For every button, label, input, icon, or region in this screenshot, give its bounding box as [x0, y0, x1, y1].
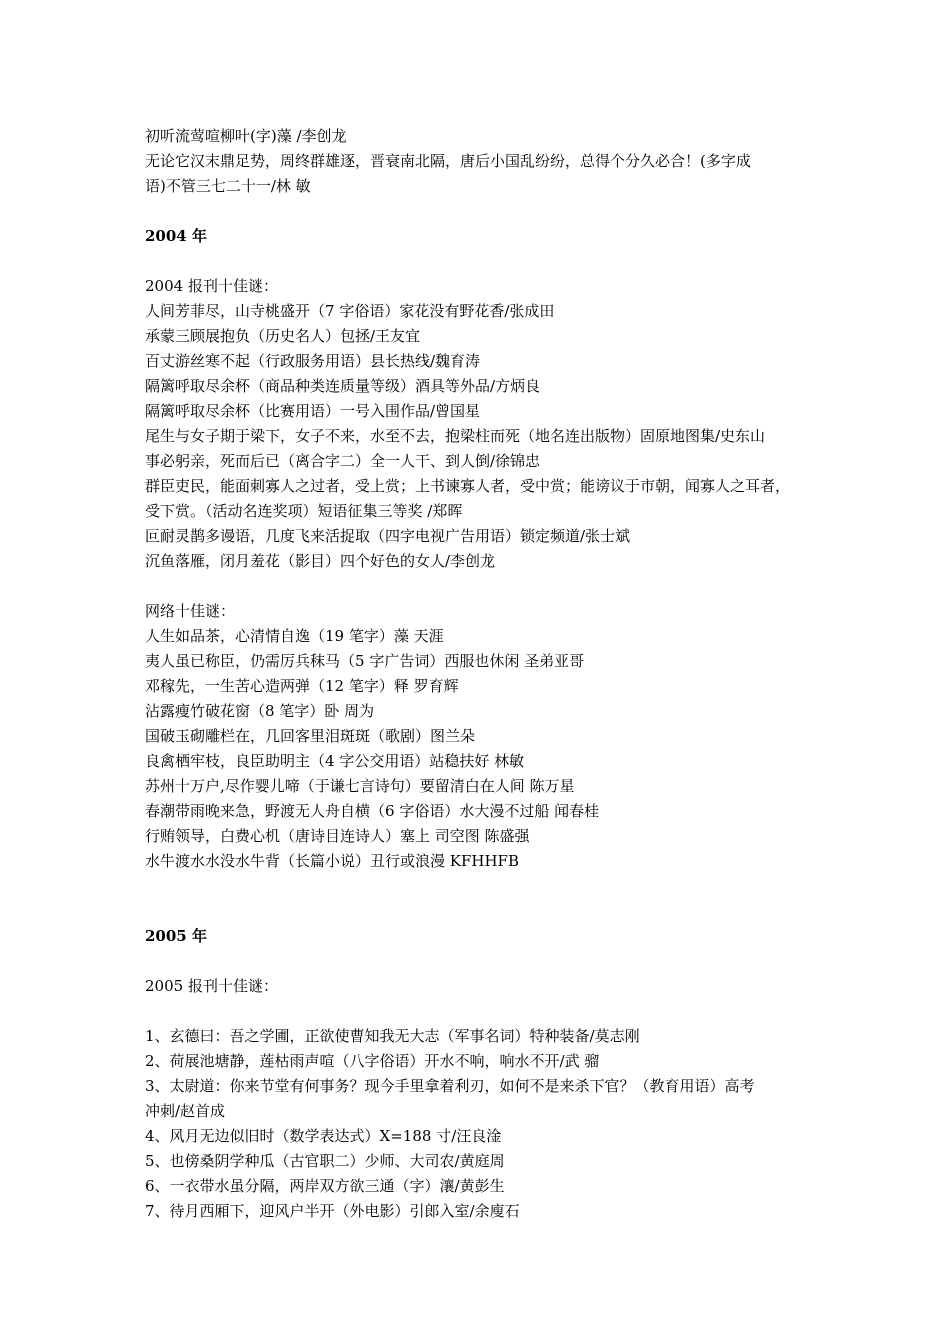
- riddle-line: 隔篱呼取尽余杯（比赛用语）一号入围作品/曾国星: [145, 402, 481, 420]
- riddle-line: 7、待月西厢下，迎风户半开（外电影）引郎入室/余廋石: [145, 1202, 520, 1220]
- riddle-line: 群臣吏民，能面刺寡人之过者，受上赏；上书谏寡人者，受中赏；能谤议于市朝，闻寡人之耳者，: [145, 477, 791, 495]
- document-page: [145, 124, 815, 1224]
- riddle-line: 5、也傍桑阴学种瓜（古官职二）少师、大司农/黄庭周: [145, 1152, 505, 1170]
- riddle-line: 4、风月无边似旧时（数学表达式）X=188 寸/汪良淦: [145, 1127, 502, 1145]
- riddle-line: 1、玄德曰：吾之学圃，正欲使曹知我无大志（军事名词）特种装备/莫志刚: [145, 1027, 640, 1045]
- riddle-line: 邓稼先，一生苦心造两弹（12 笔字）释 罗育辉: [145, 677, 459, 695]
- riddle-line: 沉鱼落雁，闭月羞花（影目）四个好色的女人/李创龙: [145, 552, 496, 570]
- intro-section: [145, 124, 815, 199]
- riddle-line: 隔篱呼取尽余杯（商品种类连质量等级）酒具等外品/方炳良: [145, 377, 541, 395]
- riddle-line: 春潮带雨晚来急，野渡无人舟自横（6 字俗语）水大漫不过船 闻春桂: [145, 802, 600, 820]
- network-list-2004: [145, 624, 815, 874]
- intro-line-1: 初听流莺喧柳叶(字)藻 /李创龙: [145, 127, 347, 145]
- riddle-line: 冲刺/赵首成: [145, 1102, 226, 1120]
- riddle-line: 受下赏。（活动名连奖项）短语征集三等奖 /郑晖: [145, 502, 463, 520]
- riddle-line: 良禽栖牢枝，良臣助明主（4 字公交用语）站稳扶好 林敏: [145, 752, 525, 770]
- riddle-line: 尾生与女子期于梁下，女子不来，水至不去，抱梁柱而死（地名连出版物）固原地图集/史东山: [145, 427, 766, 445]
- year-heading-2005: 2005 年: [145, 927, 207, 945]
- riddle-line: 人生如品茶，心清情自逸（19 笔字）藻 天涯: [145, 627, 444, 645]
- riddle-line: 3、太尉道：你来节堂有何事务？现今手里拿着利刃，如何不是来杀下官？（教育用语）高考: [145, 1077, 755, 1095]
- intro-line-2: 无论它汉末鼎足势，周终群雄逐，晋衰南北隔，唐后小国乱纷纷，总得个分久必合！(多字成: [145, 152, 751, 170]
- riddle-line: 水牛渡水水没水牛背（长篇小说）丑行或浪漫 KFHHFB: [145, 852, 519, 870]
- riddle-line: 叵耐灵鹊多谩语，几度飞来活捉取（四字电视广告用语）锁定频道/张士斌: [145, 527, 631, 545]
- riddle-line: 沾露瘦竹破花窗（8 笔字）卧 周为: [145, 702, 375, 720]
- riddle-line: 百丈游丝寒不起（行政服务用语）县长热线/魏育涛: [145, 352, 481, 370]
- riddle-line: 国破玉砌雕栏在，几回客里泪斑斑（歌剧）图兰朵: [145, 727, 476, 745]
- intro-line-3: 语)不管三七二十一/林 敏: [145, 177, 311, 195]
- year-heading-2004: 2004 年: [145, 227, 207, 245]
- newspaper-title-2005: 2005 报刊十佳谜：: [145, 977, 278, 995]
- riddle-line: 行贿领导，白费心机（唐诗目连诗人）塞上 司空图 陈盛强: [145, 827, 530, 845]
- riddle-line: 人间芳菲尽，山寺桃盛开（7 字俗语）家花没有野花香/张成田: [145, 302, 555, 320]
- network-title-2004: 网络十佳谜：: [145, 602, 236, 620]
- riddle-line: 6、一衣带水虽分隔，两岸双方欲三通（字）瀼/黄彭生: [145, 1177, 505, 1195]
- section-2005: [145, 924, 815, 1224]
- newspaper-list-2005: [145, 1024, 815, 1224]
- newspaper-list-2004: [145, 299, 815, 574]
- riddle-line: 夷人虽已称臣，仍需厉兵秣马（5 字广告词）西服也休闲 圣弟亚哥: [145, 652, 585, 670]
- riddle-line: 承蒙三顾展抱负（历史名人）包拯/王友宜: [145, 327, 421, 345]
- riddle-line: 事必躬亲，死而后已（离合字二）全一人干、到人倒/徐锦忠: [145, 452, 541, 470]
- newspaper-title-2004: 2004 报刊十佳谜：: [145, 277, 278, 295]
- riddle-line: 2、荷展池塘静，莲枯雨声喧（八字俗语）开水不响，响水不开/武 骝: [145, 1052, 600, 1070]
- riddle-line: 苏州十万户,尽作婴儿啼（于谦七言诗句）要留清白在人间 陈万星: [145, 777, 575, 795]
- section-2004: [145, 224, 815, 874]
